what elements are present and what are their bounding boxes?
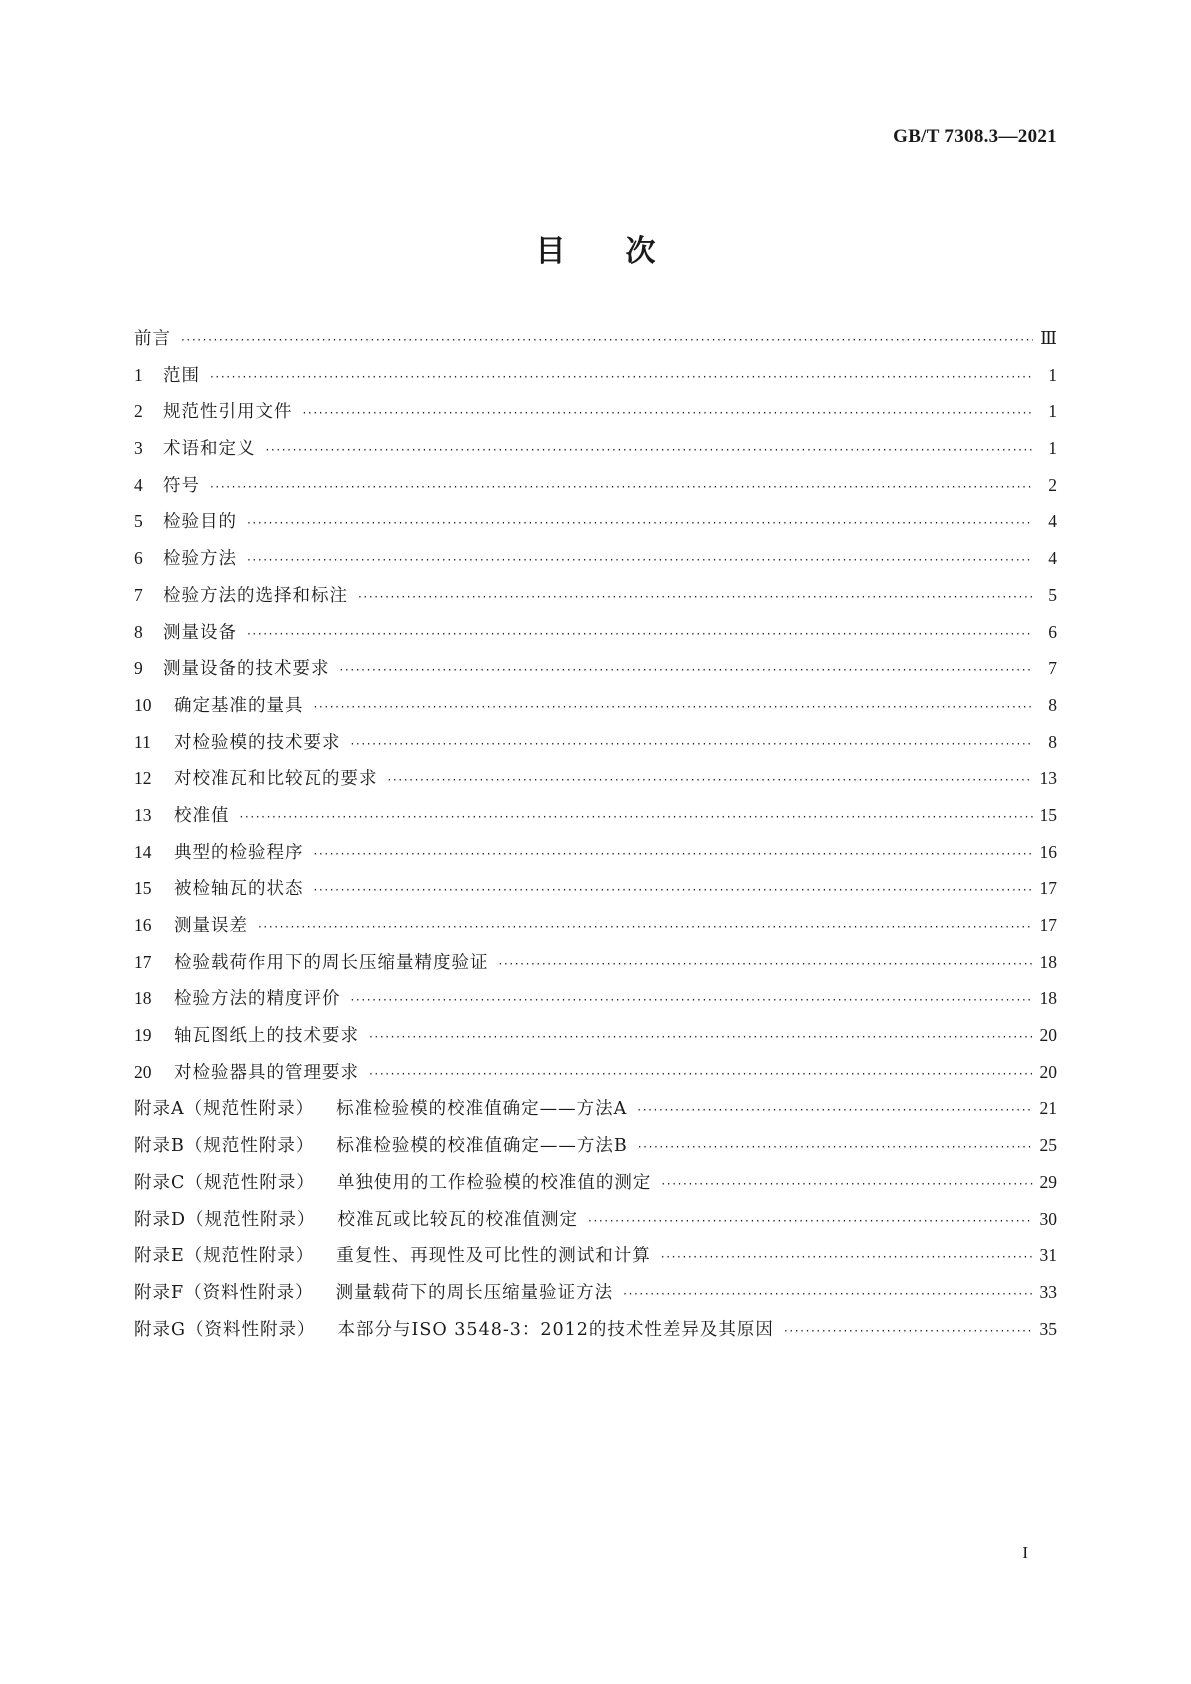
toc-entry-number: 6 [134,548,143,569]
toc-entry[interactable] [134,582,1057,619]
toc-entry-number: 15 [134,878,152,899]
toc-entry[interactable] [134,875,1057,912]
toc-entry-page: 8 [1048,694,1057,715]
toc-entry-page: 25 [1039,1135,1057,1156]
toc-entry-number: 7 [134,584,143,605]
toc-entry[interactable] [134,508,1057,545]
toc-dot-leader [303,406,1034,420]
toc-entry[interactable] [134,1316,1057,1353]
toc-entry-title: 对校准瓦和比较瓦的要求 [174,769,378,790]
toc-dot-leader [240,810,1034,824]
toc-dot-leader [181,333,1033,347]
toc-entry-title-wrap [163,435,256,460]
toc-entry-page: 7 [1048,658,1057,679]
toc-dot-leader [588,1214,1033,1228]
toc-entry-title: 检验载荷作用下的周长压缩量精度验证 [174,952,489,973]
toc-entry-title: 检验方法的选择和标注 [163,585,348,606]
toc-dot-leader [784,1324,1033,1338]
toc-entry-page: 15 [1039,804,1057,825]
toc-entry-title: 校准值 [174,805,230,826]
toc-entry-title-wrap [134,1316,774,1341]
toc-dot-leader [351,737,1034,751]
toc-entry[interactable] [134,1169,1057,1206]
toc-entry-title: 标准检验模的校准值确定——方法A [336,1099,628,1120]
toc-entry-title-wrap [134,325,171,350]
toc-entry-title-wrap [174,1022,359,1047]
toc-entry-title: 检验目的 [163,512,237,533]
toc-entry-page: 17 [1039,878,1057,899]
toc-entry-title: 被检轴瓦的状态 [174,879,304,900]
toc-entry[interactable] [134,619,1057,656]
toc-entry-title-wrap [163,655,330,680]
toc-entry-title-wrap [174,692,304,717]
toc-entry[interactable] [134,472,1057,509]
toc-entry-page: 1 [1048,401,1057,422]
toc-entry-title: 规范性引用文件 [163,402,293,423]
toc-entry[interactable] [134,912,1057,949]
toc-entry-title: 测量设备的技术要求 [163,659,330,680]
page-title: 目次 [535,234,716,269]
toc-dot-leader [661,1177,1033,1191]
toc-entry[interactable] [134,765,1057,802]
toc-entry-title-wrap [134,1242,651,1267]
toc-dot-leader [247,516,1033,530]
toc-entry-number: 20 [134,1061,152,1082]
toc-entry[interactable] [134,325,1057,362]
toc-appendix-label: 附录G（资料性附录） [134,1319,316,1340]
toc-entry-title-wrap [174,729,341,754]
toc-dot-leader [266,443,1034,457]
toc-entry-number: 2 [134,401,143,422]
toc-entry[interactable] [134,1095,1057,1132]
toc-entry-page: 21 [1039,1098,1057,1119]
toc-entry-title-wrap [174,802,230,827]
table-of-contents [134,325,1057,1352]
toc-entry-title: 对检验器具的管理要求 [174,1062,359,1083]
toc-appendix-label: 附录F（资料性附录） [134,1282,314,1303]
toc-entry-title: 轴瓦图纸上的技术要求 [174,1026,359,1047]
page-number: I [1022,1543,1028,1562]
toc-entry-title-wrap [134,1169,651,1194]
toc-dot-leader [499,957,1034,971]
toc-entry-number: 19 [134,1025,152,1046]
toc-entry-number: 9 [134,658,143,679]
toc-entry-number: 5 [134,511,143,532]
toc-entry[interactable] [134,1132,1057,1169]
toc-entry-page: Ⅲ [1040,328,1057,348]
toc-entry[interactable] [134,1279,1057,1316]
standard-code: GB/T 7308.3—2021 [893,126,1057,147]
toc-entry-page: 20 [1039,1061,1057,1082]
toc-entry-page: 1 [1048,364,1057,385]
toc-dot-leader [210,370,1033,384]
toc-entry[interactable] [134,1242,1057,1279]
toc-entry[interactable] [134,949,1057,986]
toc-dot-leader [388,773,1034,787]
toc-dot-leader [314,847,1034,861]
toc-entry-page: 17 [1039,915,1057,935]
toc-entry-number: 10 [134,694,152,715]
toc-entry-title: 标准检验模的校准值确定——方法B [336,1136,628,1157]
toc-entry-title-wrap [163,362,200,387]
toc-entry-page: 5 [1048,584,1057,605]
toc-entry-page: 13 [1039,768,1057,789]
toc-entry[interactable] [134,839,1057,876]
toc-dot-leader [314,883,1034,897]
toc-entry-number: 3 [134,438,143,459]
toc-entry-title: 前言 [134,329,171,349]
toc-entry-page: 1 [1048,438,1057,459]
toc-entry-title: 校准瓦或比较瓦的校准值测定 [337,1209,579,1230]
toc-entry[interactable] [134,398,1057,435]
toc-entry[interactable] [134,729,1057,766]
toc-entry-page: 31 [1039,1245,1057,1266]
toc-entry-title: 符号 [163,475,200,496]
toc-entry[interactable] [134,1022,1057,1059]
toc-entry-title: 本部分与ISO 3548-3：2012的技术性差异及其原因 [337,1319,774,1340]
toc-dot-leader [638,1140,1033,1154]
toc-entry-page: 18 [1039,988,1057,1009]
toc-entry-number: 16 [134,915,152,935]
toc-dot-leader [314,700,1034,714]
toc-appendix-label: 附录E（规范性附录） [134,1246,315,1267]
toc-entry-title-wrap [174,985,341,1010]
toc-entry-page: 16 [1039,841,1057,862]
toc-entry-number: 13 [134,804,152,825]
toc-entry-page: 35 [1039,1318,1057,1339]
toc-dot-leader [358,590,1033,604]
toc-entry-title-wrap [174,949,489,974]
toc-entry[interactable] [134,1059,1057,1096]
toc-entry-page: 29 [1039,1171,1057,1192]
toc-entry[interactable] [134,1206,1057,1243]
toc-dot-leader [637,1103,1033,1117]
toc-entry-title: 典型的检验程序 [174,842,304,863]
toc-entry[interactable] [134,985,1057,1022]
toc-appendix-label: 附录D（规范性附录） [134,1209,316,1230]
toc-entry-title-wrap [174,912,248,937]
toc-entry-number: 4 [134,474,143,495]
toc-dot-leader [661,1250,1033,1264]
toc-appendix-label: 附录A（规范性附录） [134,1099,315,1120]
toc-dot-leader [340,663,1034,677]
toc-entry-title-wrap [174,839,304,864]
toc-entry-number: 17 [134,951,152,972]
toc-entry-title-wrap [174,875,304,900]
toc-entry-number: 14 [134,841,152,862]
toc-entry-page: 4 [1048,548,1057,569]
toc-entry-title: 检验方法的精度评价 [174,989,341,1010]
toc-dot-leader [247,553,1033,567]
toc-entry-number: 18 [134,988,152,1009]
toc-entry-number: 12 [134,768,152,789]
toc-entry-title-wrap [163,508,237,533]
toc-entry[interactable] [134,692,1057,729]
toc-entry[interactable] [134,435,1057,472]
toc-entry-title: 测量载荷下的周长压缩量验证方法 [335,1282,614,1303]
toc-entry-page: 6 [1048,621,1057,642]
toc-entry[interactable] [134,655,1057,692]
toc-entry-title: 确定基准的量具 [174,695,304,716]
toc-entry-page: 20 [1039,1025,1057,1046]
toc-entry-title-wrap [163,582,348,607]
toc-appendix-label: 附录C（规范性附录） [134,1172,315,1193]
toc-entry-title-wrap [174,765,378,790]
toc-entry-title: 测量设备 [163,622,237,643]
toc-entry-title-wrap [134,1095,627,1120]
toc-entry-page: 18 [1039,951,1057,972]
toc-dot-leader [369,1067,1033,1081]
toc-entry-title-wrap [134,1132,628,1157]
toc-entry-title-wrap [134,1206,578,1231]
toc-entry-title-wrap [163,472,200,497]
toc-entry-title: 单独使用的工作检验模的校准值的测定 [336,1172,652,1193]
toc-entry-number: 1 [134,364,143,385]
toc-entry[interactable] [134,545,1057,582]
toc-entry-page: 33 [1039,1281,1057,1302]
toc-entry-title-wrap [163,545,237,570]
toc-entry-title-wrap [163,619,237,644]
toc-entry-title-wrap [163,398,293,423]
toc-entry-page: 8 [1048,731,1057,752]
toc-appendix-label: 附录B（规范性附录） [134,1136,315,1157]
toc-entry-title: 测量误差 [174,916,248,936]
toc-entry-title: 范围 [163,365,200,386]
toc-dot-leader [351,993,1034,1007]
toc-entry-page: 2 [1048,474,1057,495]
toc-entry-title: 重复性、再现性及可比性的测试和计算 [336,1246,651,1267]
toc-entry-page: 30 [1039,1208,1057,1229]
toc-entry-title-wrap [174,1059,359,1084]
toc-entry[interactable] [134,802,1057,839]
toc-entry-number: 8 [134,621,143,642]
toc-entry-title-wrap [134,1279,613,1304]
toc-entry-title: 术语和定义 [163,439,256,460]
toc-entry-page: 4 [1048,511,1057,532]
toc-dot-leader [210,480,1033,494]
toc-dot-leader [623,1287,1033,1301]
toc-entry-title: 对检验模的技术要求 [174,732,341,753]
toc-dot-leader [258,920,1033,934]
toc-entry[interactable] [134,362,1057,399]
toc-entry-title: 检验方法 [163,549,237,570]
toc-entry-number: 11 [134,731,151,752]
toc-dot-leader [369,1030,1033,1044]
toc-dot-leader [247,627,1033,641]
